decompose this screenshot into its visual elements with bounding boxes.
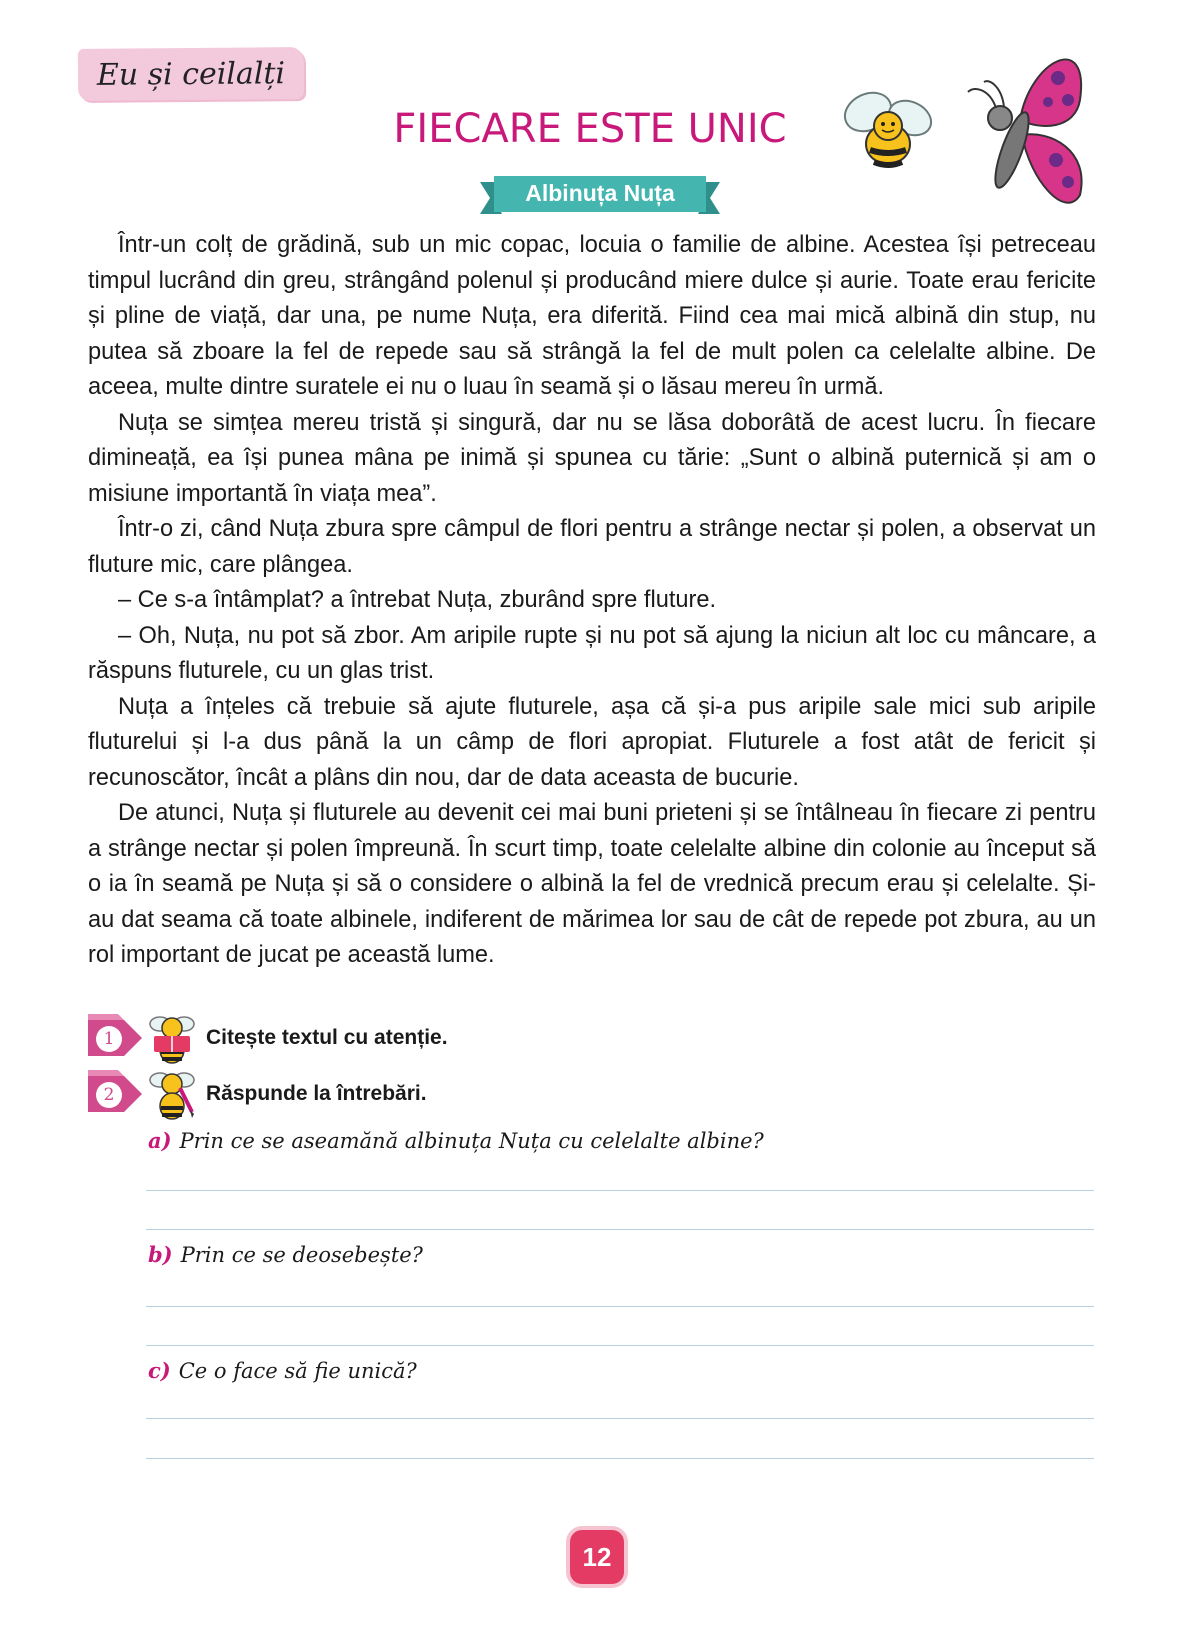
story-paragraph: – Oh, Nuța, nu pot să zbor. Am aripile rupte și nu pot să ajung la niciun alt loc cu mâncare, a răspuns fluturele, cu un glas trist. <box>88 622 1096 684</box>
answer-line[interactable] <box>146 1229 1094 1230</box>
answer-line[interactable] <box>146 1306 1094 1307</box>
question-a <box>148 1128 764 1153</box>
question-text: Prin ce se deosebește? <box>180 1243 423 1267</box>
story-text <box>88 228 1096 974</box>
story-paragraph: Într-un colț de grădină, sub un mic copac, locuia o familie de albine. Acestea își petreceau timpul lucrând din greu, strângând polenul și producând miere dulce și aurie. Toate erau fericite și pline de viață, dar una, pe nume Nuța, era diferită. Fiind cea mai mică albină din stup, nu putea să zboare la fel de repede sau să strângă la fel de mult polen ca celelalte albine. De aceea, multe dintre suratele ei nu o luau în seamă și o lăsau mereu în urmă. <box>88 232 1096 400</box>
question-b <box>148 1242 423 1267</box>
subtitle-ribbon <box>480 174 720 218</box>
answer-line[interactable] <box>146 1458 1094 1459</box>
question-letter: c) <box>148 1358 171 1383</box>
bee-writing-icon <box>146 1068 198 1122</box>
story-paragraph: De atunci, Nuța și fluturele au devenit cei mai buni prieteni și se întâlneau în fiecare zi pentru a strânge nectar și polen împreună. În scurt timp, toate celelalte albine din colonie au început să o ia în seamă pe Nuța și să o considere o albină la fel de vrednică precum erau și celelalte. Și-au dat seama că toate albinele, indiferent de mărimea lor sau de cât de repede pot zbura, au un rol important de jucat pe această lume. <box>88 800 1096 968</box>
story-paragraph: Nuța se simțea mereu tristă și singură, dar nu se lăsa doborâtă de acest lucru. În fiecare dimineață, ea își punea mâna pe inimă și spunea cu tărie: „Sunt o albină puternică și am o misiune importantă în viața mea”. <box>88 409 1096 507</box>
question-letter: a) <box>148 1128 172 1153</box>
question-text: Prin ce se aseamănă albinuța Nuța cu celelalte albine? <box>179 1129 764 1153</box>
task-2 <box>88 1066 688 1122</box>
task-label: Răspunde la întrebări. <box>206 1082 427 1105</box>
answer-line[interactable] <box>146 1345 1094 1346</box>
task-number: 2 <box>96 1082 122 1108</box>
answer-line[interactable] <box>146 1190 1094 1191</box>
bee-reading-icon <box>146 1012 198 1066</box>
section-tag: Eu și ceilalți <box>78 47 304 101</box>
story-paragraph: – Ce s-a întâmplat? a întrebat Nuța, zburând spre fluture. <box>118 587 717 613</box>
task-number: 1 <box>96 1026 122 1052</box>
bee-icon <box>838 82 938 174</box>
question-c <box>148 1358 417 1383</box>
task-label: Citește textul cu atenție. <box>206 1026 448 1049</box>
story-subtitle: Albinuța Nuța <box>525 180 675 206</box>
story-paragraph: Nuța a înțeles că trebuie să ajute fluturele, așa că și-a pus aripile sale mici sub aripile fluturelui și l-a dus până la un câmp de flori apropiat. Fluturele a fost atât de fericit și recunoscător, încât a plâns din nou, dar de data aceasta de bucurie. <box>88 693 1096 791</box>
page-title: FIECARE ESTE UNIC <box>393 106 787 152</box>
answer-line[interactable] <box>146 1418 1094 1419</box>
butterfly-icon <box>960 30 1100 220</box>
task-1 <box>88 1010 688 1066</box>
question-text: Ce o face să fie unică? <box>178 1359 417 1383</box>
story-paragraph: Într-o zi, când Nuța zbura spre câmpul de flori pentru a strânge nectar și polen, a observat un fluture mic, care plângea. <box>88 516 1096 578</box>
page-number: 12 <box>570 1530 624 1584</box>
question-letter: b) <box>148 1242 173 1267</box>
